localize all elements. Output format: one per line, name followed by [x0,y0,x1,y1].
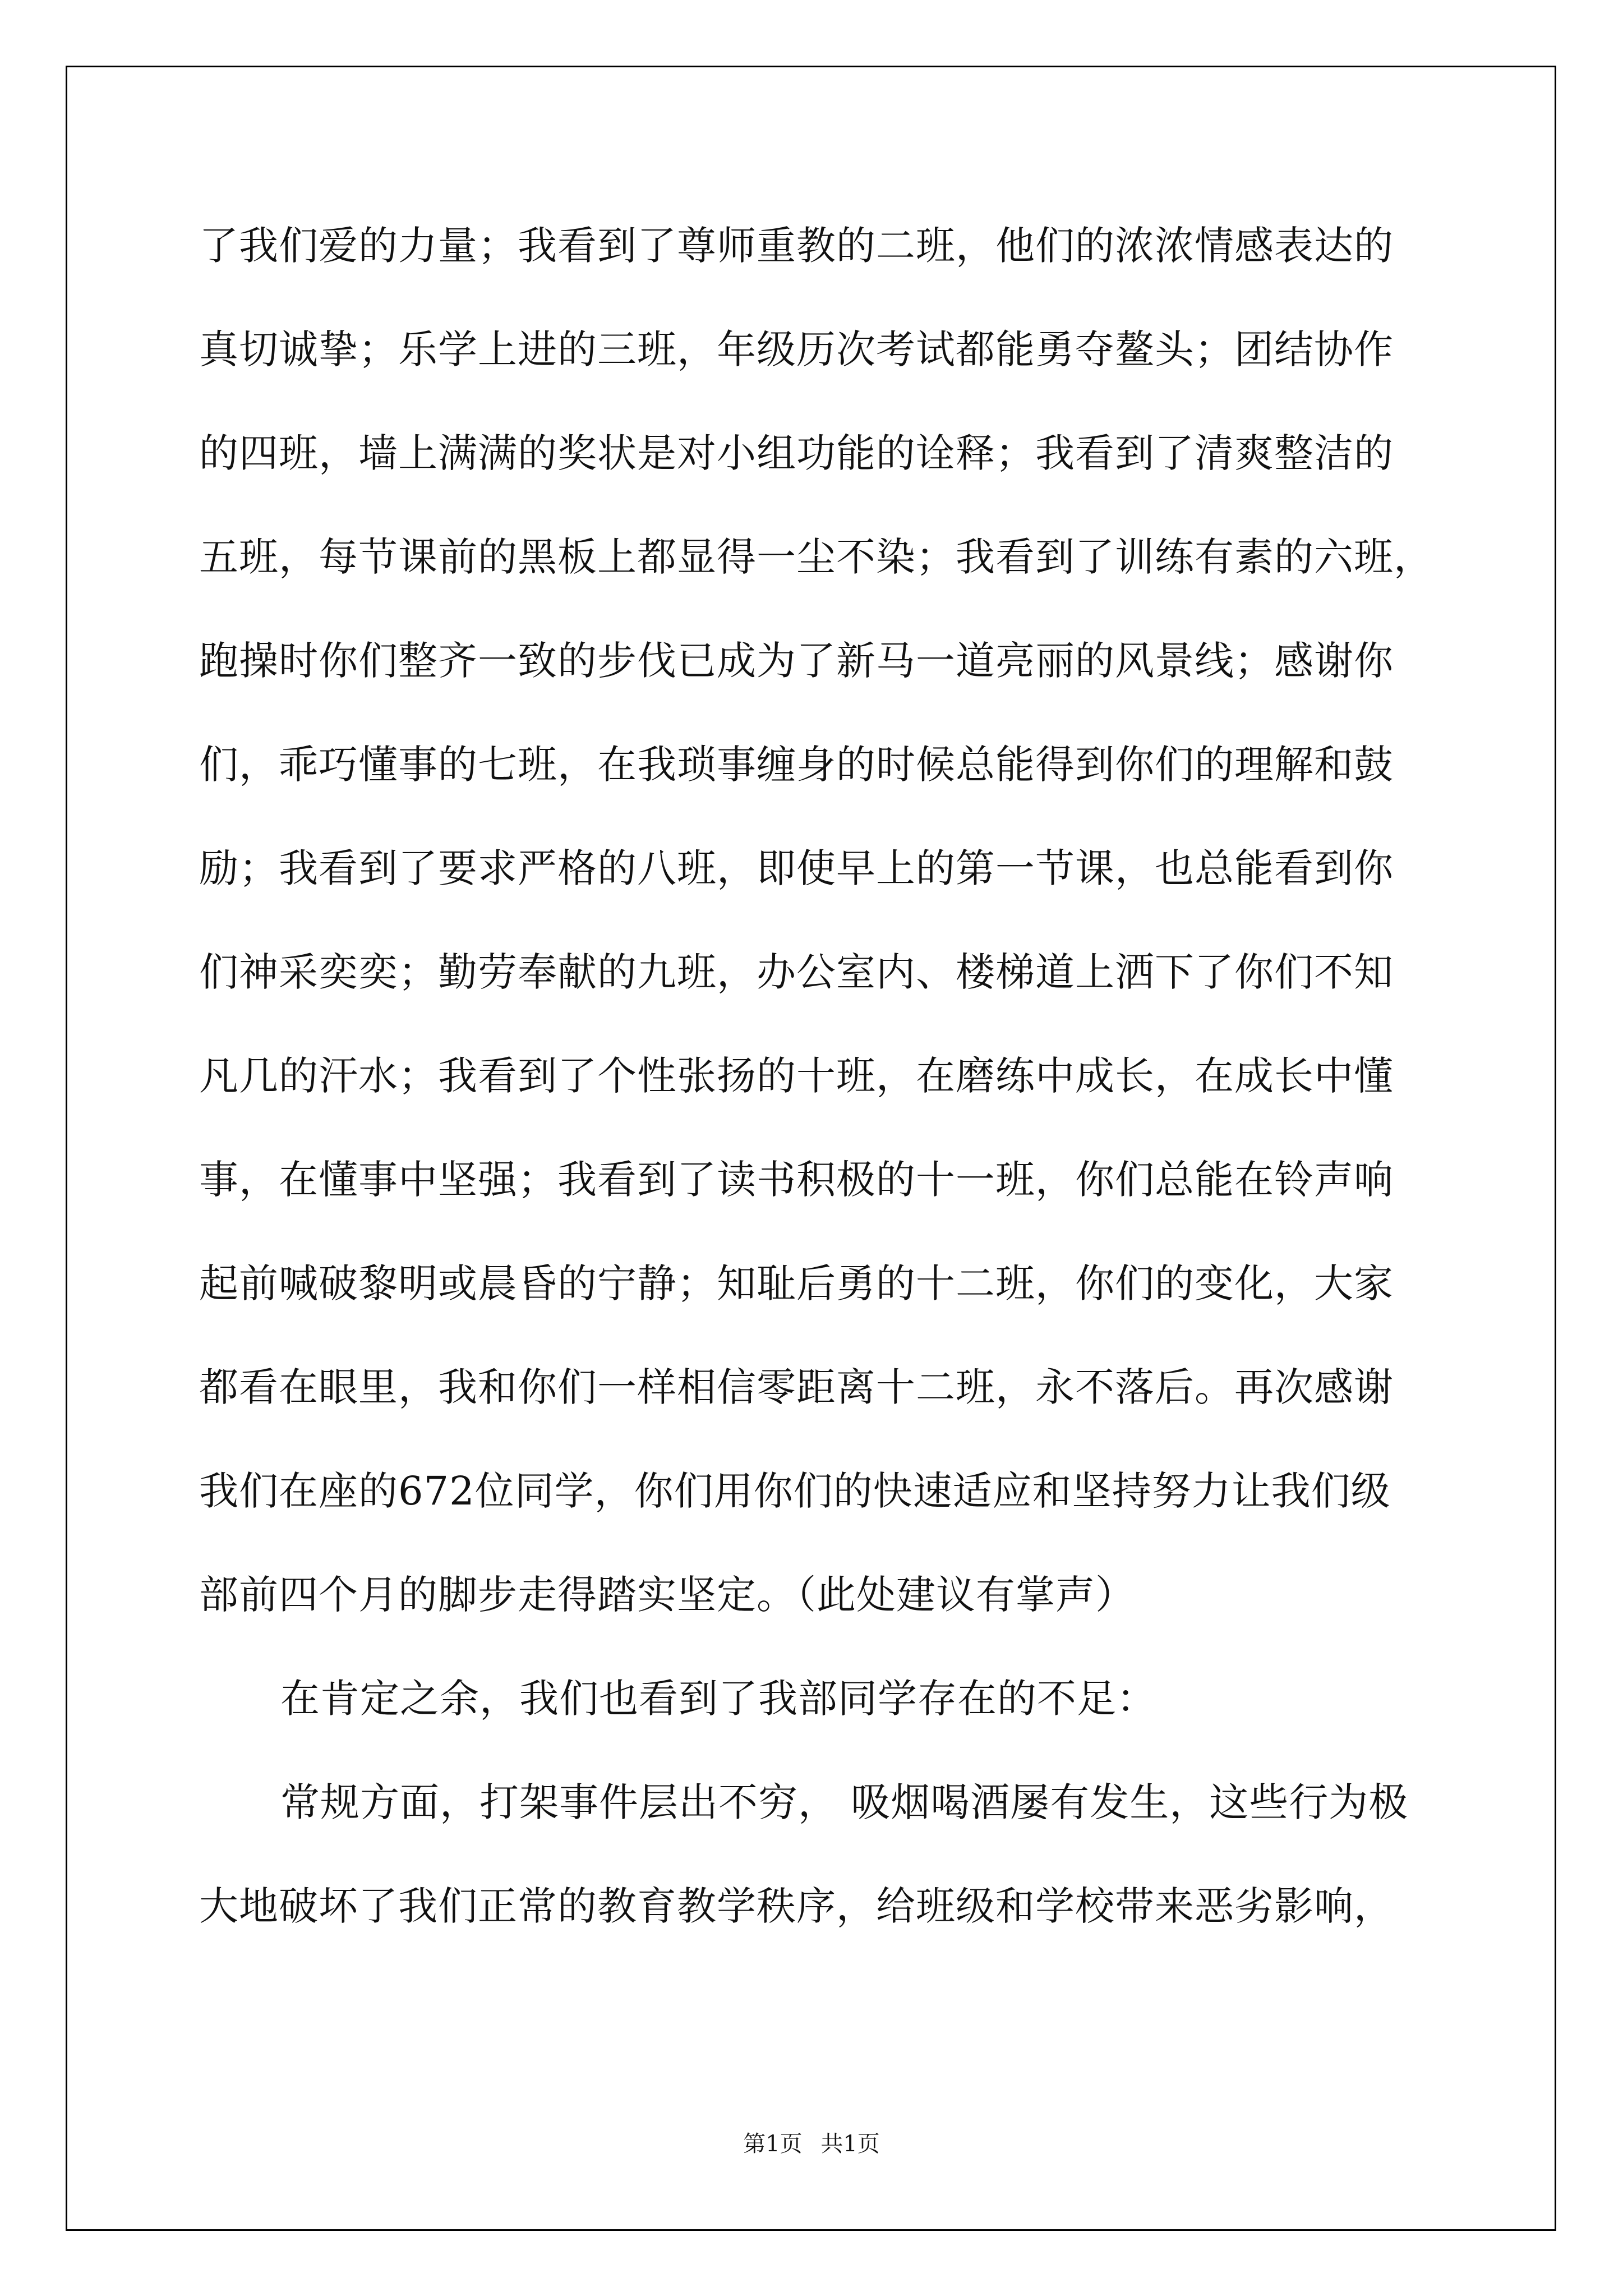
paragraph-line: 们神采奕奕；勤劳奉献的九班，办公室内、楼梯道上洒下了你们不知 [199,949,1394,995]
page-number: 第1页 [743,2131,803,2157]
paragraph-line: 大地破坏了我们正常的教育教学秩序，给班级和学校带来恶劣影响， [199,1883,1394,1929]
paragraph-line: 五班，每节课前的黑板上都显得一尘不染；我看到了训练有素的六班， [199,534,1433,580]
paragraph-line: 常规方面，打架事件层出不穷， 吸烟喝酒屡有发生，这些行为极 [280,1779,1409,1825]
paragraph-line: 事，在懂事中坚强；我看到了读书积极的十一班，你们总能在铃声响 [199,1157,1394,1203]
paragraph-line: 我们在座的672位同学，你们用你们的快速适应和坚持努力让我们级 [199,1468,1391,1514]
paragraph-line: 部前四个月的脚步走得踏实坚定。（此处建议有掌声） [199,1572,1135,1618]
paragraph-line: 真切诚挚；乐学上进的三班，年级历次考试都能勇夺鳌头；团结协作 [199,326,1394,372]
page-total: 共1页 [820,2131,880,2157]
paragraph-line: 凡几的汗水；我看到了个性张扬的十班，在磨练中成长，在成长中懂 [199,1053,1394,1099]
paragraph-line: 都看在眼里，我和你们一样相信零距离十二班，永不落后。再次感谢 [199,1364,1394,1410]
paragraph-line: 励；我看到了要求严格的八班，即使早上的第一节课，也总能看到你 [199,845,1394,891]
paragraph-line: 的四班，墙上满满的奖状是对小组功能的诠释；我看到了清爽整洁的 [199,430,1394,476]
page-footer [0,2126,1623,2158]
paragraph-line: 跑操时你们整齐一致的步伐已成为了新马一道亮丽的风景线；感谢你 [199,638,1394,684]
paragraph-line: 们，乖巧懂事的七班，在我琐事缠身的时候总能得到你们的理解和鼓 [199,742,1394,788]
paragraph-line: 起前喊破黎明或晨昏的宁静；知耻后勇的十二班，你们的变化，大家 [199,1260,1394,1306]
paragraph-line: 在肯定之余，我们也看到了我部同学存在的不足： [280,1676,1156,1722]
paragraph-line: 了我们爱的力量；我看到了尊师重教的二班，他们的浓浓情感表达的 [199,223,1394,269]
